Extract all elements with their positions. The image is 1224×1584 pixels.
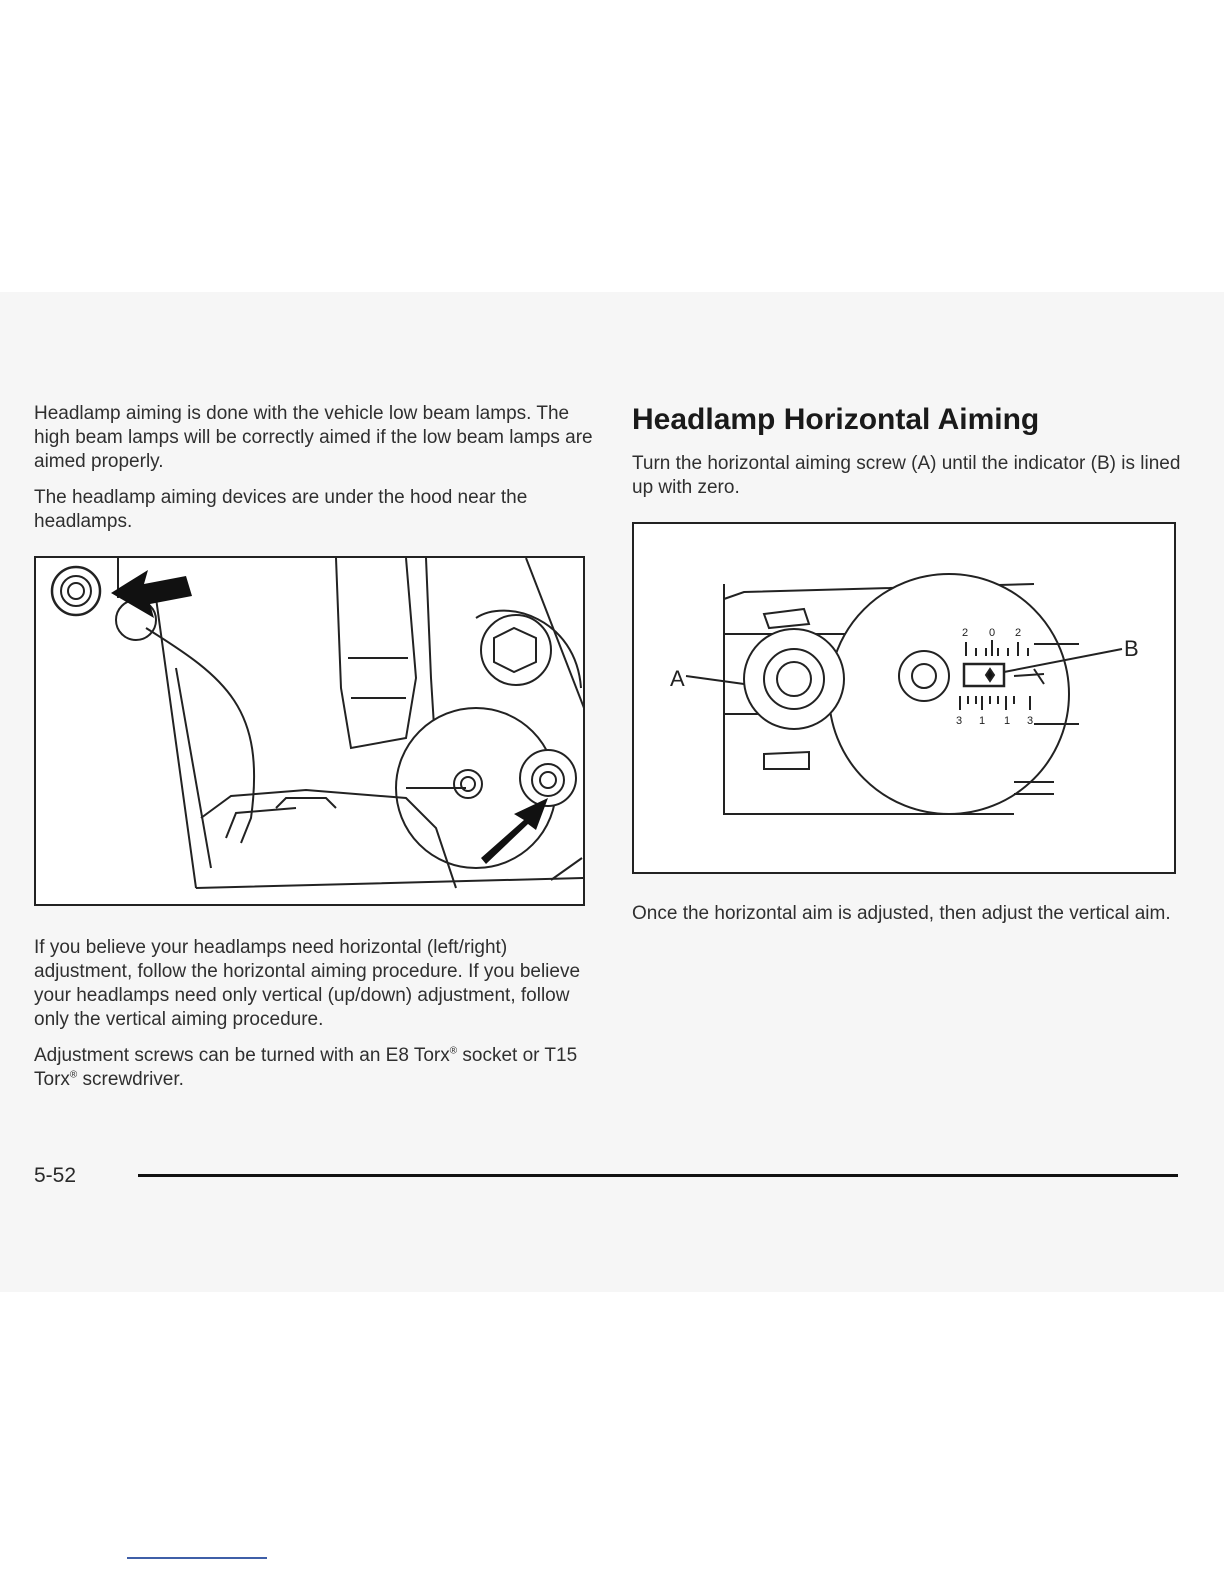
page-footer: [34, 1160, 1178, 1190]
after-adjust-paragraph: Once the horizontal aim is adjusted, then adjust the vertical aim.: [632, 903, 1171, 924]
aiming-screw-drawing: [634, 524, 1174, 872]
screws-text-part-3: screwdriver.: [77, 1069, 184, 1090]
adjustment-paragraph: If you believe your headlamps need horizontal (left/right) adjustment, follow the horizontal aiming procedure. If you believe your headlamps need only vertical (up/down) adjustment, follow only the vertical aiming procedure.: [34, 937, 581, 1030]
left-column: [34, 402, 594, 1104]
registered-mark-2: ®: [69, 1069, 78, 1081]
intro-paragraph-1: Headlamp aiming is done with the vehicle low beam lamps. The high beam lamps will be correctly aimed if the low beam lamps are aimed properly.: [34, 403, 593, 472]
right-column: [632, 402, 1192, 938]
scale-top-right: 2: [1015, 627, 1022, 639]
headlamp-aiming-devices-illustration: [34, 556, 585, 906]
screws-text-part-1: Adjustment screws can be turned with an E8 Torx: [34, 1045, 450, 1066]
horizontal-aiming-diagram: [632, 522, 1176, 874]
page-number: 5-52: [34, 1164, 77, 1187]
label-b: B: [1124, 636, 1139, 661]
registered-mark-1: ®: [449, 1045, 458, 1057]
scale-top-left: 2: [962, 627, 969, 639]
footer-rule: [138, 1174, 1178, 1177]
instruction-paragraph: Turn the horizontal aiming screw (A) until the indicator (B) is lined up with zero.: [632, 453, 1181, 498]
screws-text-part-2: socket or T15 Torx: [34, 1045, 578, 1090]
scale-bottom-1: 3: [956, 715, 963, 727]
screws-paragraph: [34, 1044, 594, 1092]
scale-top-center: 0: [989, 627, 996, 639]
intro-paragraph-2: The headlamp aiming devices are under the hood near the headlamps.: [34, 487, 528, 532]
scale-bottom-4: 3: [1027, 715, 1034, 727]
engine-bay-drawing: [36, 558, 583, 904]
scale-bottom-2: 1: [979, 715, 986, 727]
label-a: A: [670, 666, 685, 691]
link-underline-fragment: [127, 1557, 267, 1559]
section-heading: Headlamp Horizontal Aiming: [632, 403, 1040, 436]
scale-bottom-3: 1: [1004, 715, 1011, 727]
